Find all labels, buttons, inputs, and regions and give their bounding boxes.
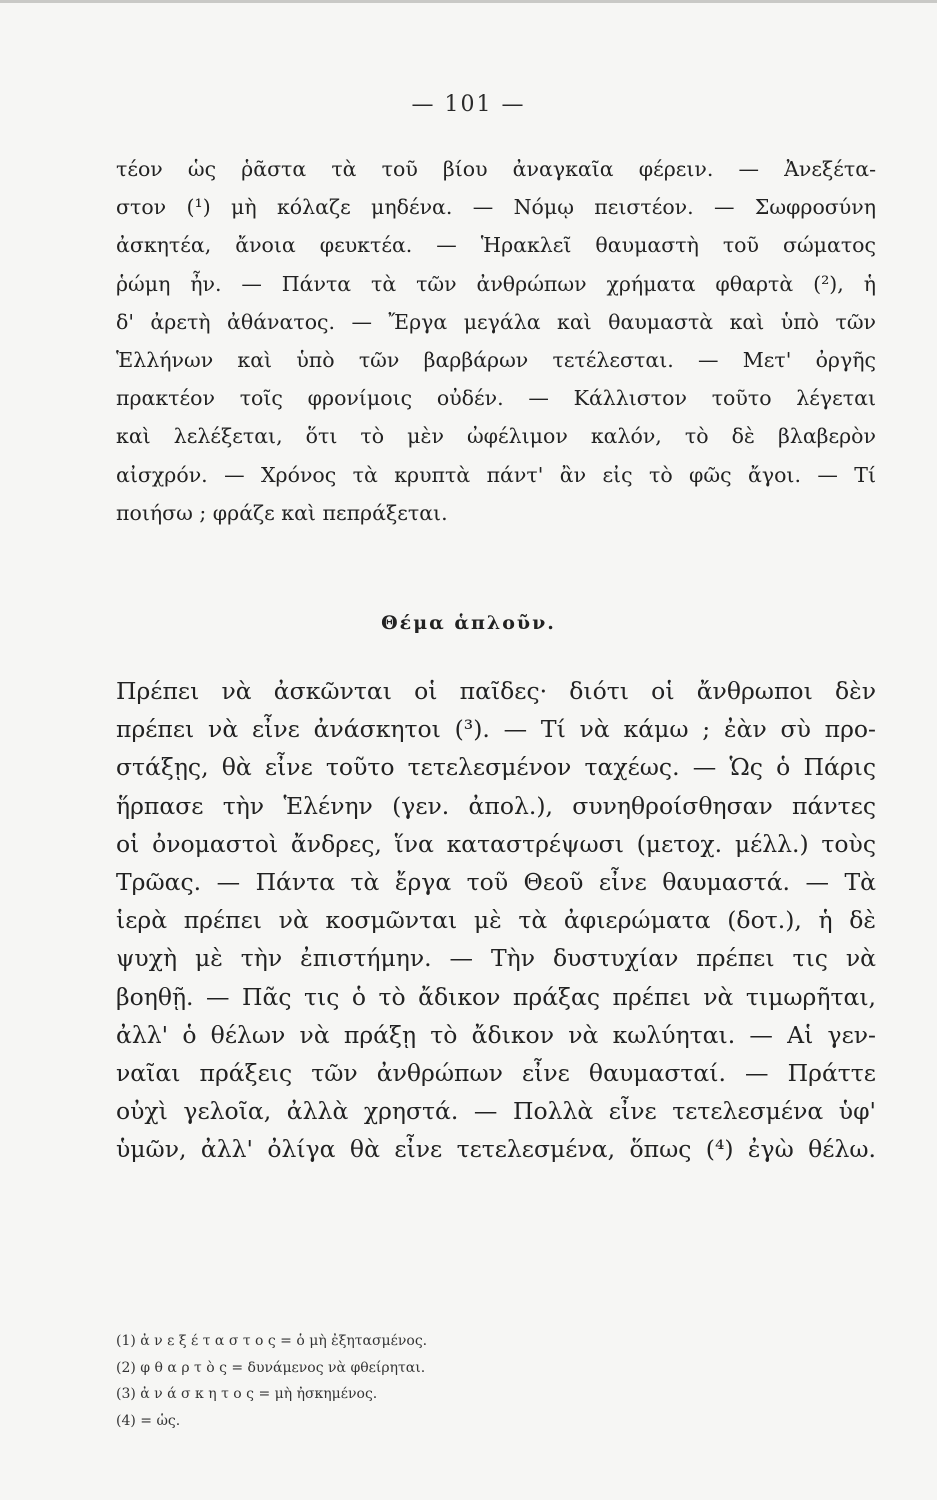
text-line: ἥρπασε τὴν Ἑλένην (γεν. ἀπολ.), συνηθροίσθησαν πάντες (116, 791, 876, 820)
footnotes (116, 1328, 816, 1434)
paragraph-sentences (116, 150, 876, 532)
text-line: ἱερὰ πρέπει νὰ κοσμῶνται μὲ τὰ ἀφιερώματα (δοτ.), ἡ δὲ (116, 906, 876, 935)
text-line: στάξῃς, θὰ εἶνε τοῦτο τετελεσμένον ταχέως. — Ὡς ὁ Πάρις (116, 753, 876, 782)
text-line: οἱ ὀνομαστοὶ ἄνδρες, ἵνα καταστρέψωσι (μετοχ. μέλλ.) τοὺς (116, 829, 876, 858)
text-line: ὑμῶν, ἀλλ' ὀλίγα θὰ εἶνε τετελεσμένα, ὅπως (⁴) ἐγὼ θέλω. (116, 1135, 876, 1164)
text-line: Ἑλλήνων καὶ ὑπὸ τῶν βαρβάρων τετέλεσται. — Μετ' ὀργῆς (116, 348, 876, 373)
text-line: ψυχὴ μὲ τὴν ἐπιστήμην. — Τὴν δυστυχίαν πρέπει τις νὰ (116, 944, 876, 973)
text-line: τέον ὡς ῥᾶστα τὰ τοῦ βίου ἀναγκαῖα φέρειν. — Ἀνεξέτα- (116, 157, 876, 181)
text-line: ῥώμη ἦν. — Πάντα τὰ τῶν ἀνθρώπων χρήματα φθαρτὰ (²), ἡ (116, 271, 876, 296)
text-line: ἀσκητέα, ἄνοια φευκτέα. — Ἡρακλεῖ θαυμαστὴ τοῦ σώματος (116, 233, 876, 258)
text-line: βοηθῇ. — Πᾶς τις ὁ τὸ ἄδικον πράξας πρέπει νὰ τιμωρῆται, (116, 982, 876, 1011)
page-number: — 101 — (411, 92, 526, 117)
text-line: πρέπει νὰ εἶνε ἀνάσκητοι (³). — Τί νὰ κάμω ; ἐὰν σὺ προ- (116, 715, 876, 744)
text-line: στον (¹) μὴ κόλαζε μηδένα. — Νόμῳ πειστέον. — Σωφροσύνη (116, 195, 876, 220)
section-heading: Θέμα ἁπλοῦν. (381, 612, 556, 634)
footnote: (1) ἀ ν ε ξ έ τ α σ τ ο ς = ὁ μὴ ἐξητασμένος. (116, 1333, 428, 1349)
footnote: (3) ἀ ν ά σ κ η τ ο ς = μὴ ἠσκημένος. (116, 1386, 378, 1402)
text-line: δ' ἀρετὴ ἀθάνατος. — Ἔργα μεγάλα καὶ θαυμαστὰ καὶ ὑπὸ τῶν (116, 309, 876, 334)
text-line: πρακτέον τοῖς φρονίμοις οὐδέν. — Κάλλιστον τοῦτο λέγεται (116, 386, 876, 411)
top-edge-rule (0, 0, 937, 3)
text-line: ναῖαι πράξεις τῶν ἀνθρώπων εἶνε θαυμασταί. — Πράττε (116, 1059, 876, 1088)
text-line: καὶ λελέξεται, ὅτι τὸ μὲν ὠφέλιμον καλόν, τὸ δὲ βλαβερὸν (116, 424, 876, 449)
text-line: Πρέπει νὰ ἀσκῶνται οἱ παῖδες· διότι οἱ ἄνθρωποι δὲν (116, 677, 876, 705)
footnote: (2) φ θ α ρ τ ὸ ς = δυνάμενος νὰ φθείρηται. (116, 1359, 426, 1376)
footnote: (4) = ὡς. (116, 1412, 181, 1429)
text-line: ποιήσω ; φράζε καὶ πεπράξεται. (116, 500, 448, 525)
paragraph-exercise (116, 672, 876, 1169)
text-line: οὐχὶ γελοῖα, ἀλλὰ χρηστά. — Πολλὰ εἶνε τετελεσμένα ὑφ' (116, 1097, 876, 1126)
text-line: Τρῶας. — Πάντα τὰ ἔργα τοῦ Θεοῦ εἶνε θαυμαστά. — Τὰ (116, 868, 876, 897)
text-line: αἰσχρόν. — Χρόνος τὰ κρυπτὰ πάντ' ἂν εἰς τὸ φῶς ἄγοι. — Τί (116, 462, 876, 487)
text-line: ἀλλ' ὁ θέλων νὰ πράξῃ τὸ ἄδικον νὰ κωλύηται. — Αἱ γεν- (116, 1020, 876, 1049)
